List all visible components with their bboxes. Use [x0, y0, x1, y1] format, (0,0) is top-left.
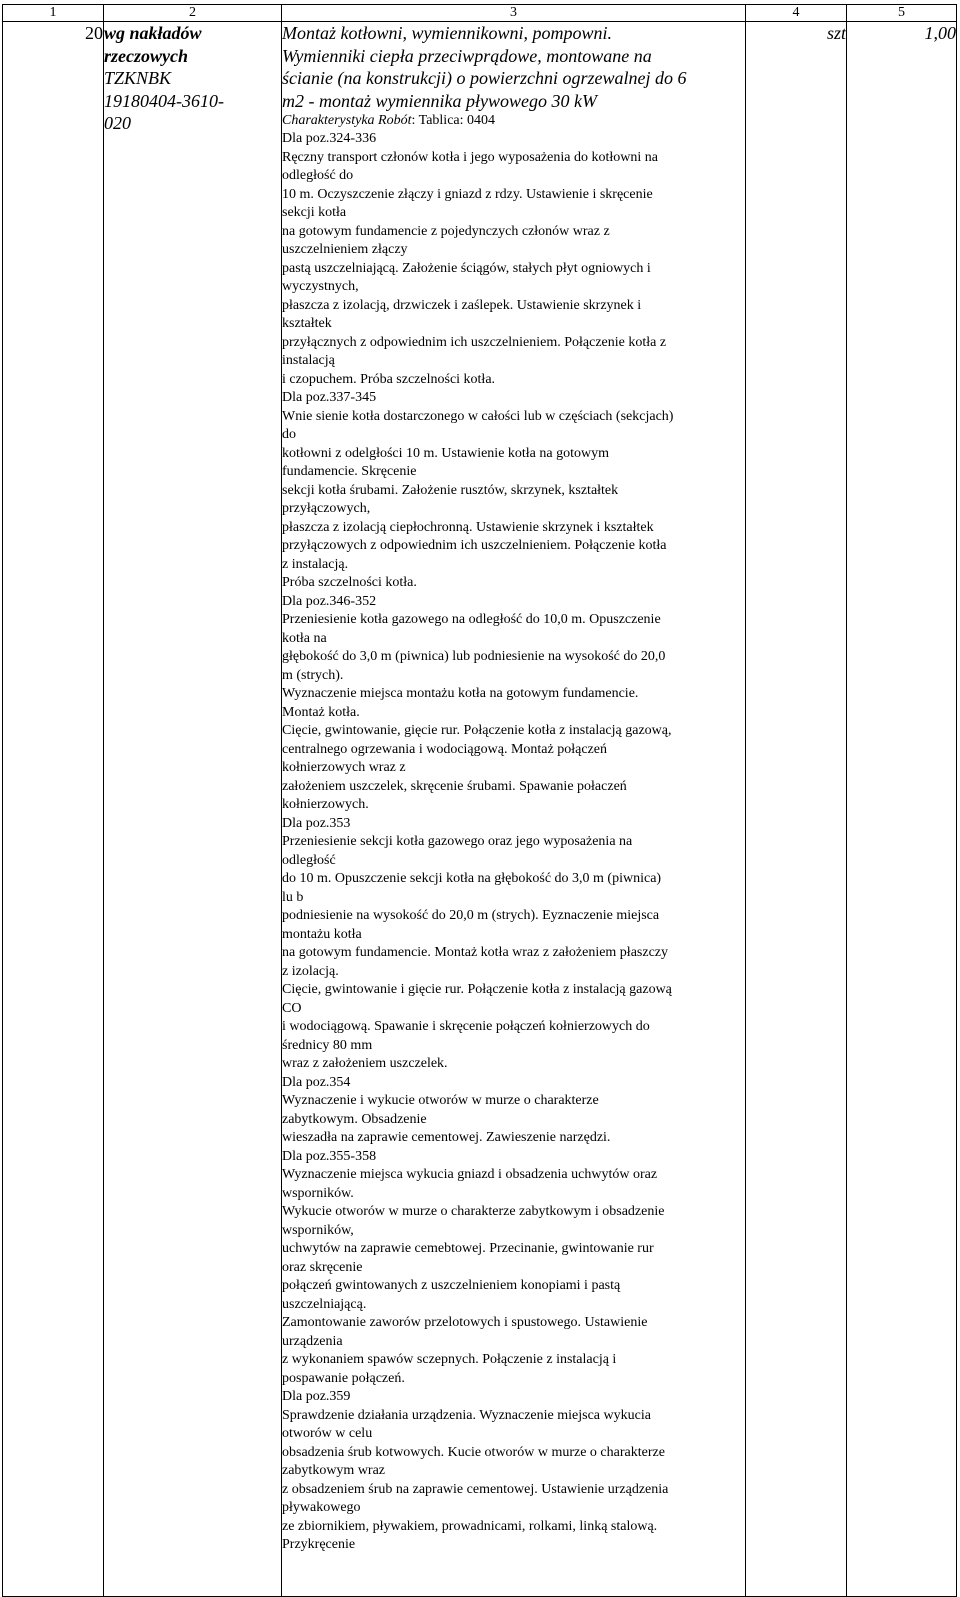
basis-cell	[104, 22, 282, 1597]
description-line: z obsadzeniem śrub na zaprawie cementowej. Ustawienie urządzenia	[282, 1481, 669, 1497]
description-line: z wykonaniem spawów sczepnych. Połączenie z instalacją i	[282, 1352, 617, 1367]
characteristics-value: : Tablica: 0404	[411, 113, 496, 128]
description-line: lu b	[282, 889, 304, 905]
description-line: Dla poz.353	[282, 815, 351, 831]
description-line: z izolacją.	[282, 963, 339, 979]
description-line: z instalacją.	[282, 556, 349, 572]
work-description	[282, 130, 745, 1555]
description-line: podniesienie na wysokość do 20,0 m (strych). Eyznaczenie miejsca	[282, 908, 660, 923]
description-line: oraz skręcenie	[282, 1259, 363, 1275]
description-line: Wykucie otworów w murze o charakterze zabytkowym i obsadzenie	[282, 1204, 665, 1219]
description-line: Przeniesienie kotła gazowego na odległość do 10,0 m. Opuszczenie	[282, 612, 661, 627]
work-title	[282, 22, 745, 112]
description-line: Wyznaczenie miejsca wykucia gniazd i obsadzenia uchwytów oraz	[282, 1167, 658, 1182]
description-line: Dla poz.346-352	[282, 593, 377, 609]
quantity-cell: 1,00	[847, 22, 957, 1597]
description-line: Cięcie, gwintowanie, gięcie rur. Połączenie kotła z instalacją gazową,	[282, 723, 672, 738]
column-number-5: 5	[847, 5, 957, 22]
description-line: kotła na	[282, 630, 327, 646]
description-line: głębokość do 3,0 m (piwnica) lub podniesienie na wysokość do 20,0	[282, 649, 666, 664]
description-line: pospawanie połączeń.	[282, 1370, 405, 1386]
column-number-2: 2	[104, 5, 282, 22]
description-line: płaszcza z izolacją, drzwiczek i zaślepek. Ustawienie skrzynek i	[282, 297, 642, 313]
description-line: przyłączowych,	[282, 501, 371, 516]
description-line: Dla poz.355-358	[282, 1148, 377, 1164]
table-row	[3, 22, 957, 1597]
description-line: Wyznaczenie miejsca montażu kotła na gotowym fundamencie.	[282, 686, 639, 701]
description-line: instalacją	[282, 353, 335, 368]
description-line: Sprawdzenie działania urządzenia. Wyznaczenie miejsca wykucia	[282, 1407, 651, 1423]
description-line: kołnierzowych.	[282, 797, 369, 812]
description-line: kotłowni z odelgłości 10 m. Ustawienie kotła na gotowym	[282, 445, 610, 461]
description-line: sekcji kotła	[282, 205, 347, 220]
description-line: wyczystnych,	[282, 279, 359, 294]
description-line: ze zbiornikiem, pływakiem, prowadnicami, rolkami, linką stalową.	[282, 1518, 658, 1534]
description-line: założeniem uszczelek, skręcenie śrubami. Spawanie połaczeń	[282, 778, 627, 794]
basis-code-line: 19180404-3610-	[104, 90, 224, 111]
column-number-4: 4	[746, 5, 847, 22]
description-line: Montaż kotła.	[282, 704, 360, 720]
description-line: pastą uszczelniającą. Założenie ściągów, stałych płyt ogniowych i	[282, 260, 651, 276]
description-line: wsporników.	[282, 1185, 354, 1201]
description-line: zabytkowym wraz	[282, 1463, 386, 1478]
description-line: wsporników,	[282, 1222, 354, 1238]
description-line: Cięcie, gwintowanie i gięcie rur. Połączenie kotła z instalacją gazową	[282, 982, 672, 997]
description-line: Dla poz.337-345	[282, 390, 377, 405]
description-cell	[282, 22, 746, 1597]
title-line: ścianie (na konstrukcji) o powierzchni ogrzewalnej do 6	[282, 68, 687, 88]
basis-code-line: 020	[104, 113, 131, 133]
description-line: zabytkowym. Obsadzenie	[282, 1111, 427, 1127]
work-characteristics	[282, 112, 745, 130]
description-line: urządzenia	[282, 1333, 343, 1349]
description-line: odległość	[282, 852, 336, 868]
position-number: 20	[3, 22, 104, 1597]
description-line: na gotowym fundamencie. Montaż kotła wraz z założeniem płaszczy	[282, 945, 669, 960]
description-line: kołnierzowych wraz z	[282, 760, 406, 775]
description-line: Wnie sienie kotła dostarczonego w całości lub w częściach (sekcjach)	[282, 408, 674, 424]
title-line: Wymienniki ciepła przeciwprądowe, montowane na	[282, 45, 652, 66]
basis-line: rzeczowych	[104, 45, 188, 66]
description-line: montażu kotła	[282, 926, 362, 942]
column-number-1: 1	[3, 5, 104, 22]
description-line: do	[282, 427, 296, 442]
description-line: fundamencie. Skręcenie	[282, 464, 417, 479]
unit-cell: szt	[746, 22, 847, 1597]
description-line: przyłącznych z odpowiednim ich uszczelnieniem. Połączenie kotła z	[282, 334, 667, 350]
description-line: i czopuchem. Próba szczelności kotła.	[282, 371, 496, 387]
description-line: wieszadła na zaprawie cementowej. Zawieszenie narzędzi.	[282, 1130, 611, 1145]
description-line: Próba szczelności kotła.	[282, 575, 417, 590]
description-line: wraz z założeniem uszczelek.	[282, 1056, 448, 1071]
description-line: Przykręcenie	[282, 1537, 356, 1552]
description-line: Wyznaczenie i wykucie otworów w murze o charakterze	[282, 1093, 599, 1108]
description-line: kształtek	[282, 316, 332, 331]
description-line: 10 m. Oczyszczenie złączy i gniazd z rdzy. Ustawienie i skręcenie	[282, 186, 653, 202]
cost-estimate-table	[2, 4, 957, 1597]
basis-line: wg nakładów	[104, 23, 202, 43]
description-line: i wodociągową. Spawanie i skręcenie połączeń kołnierzowych do	[282, 1019, 650, 1034]
description-line: płaszcza z izolacją ciepłochronną. Ustawienie skrzynek i kształtek	[282, 519, 654, 535]
column-number-row	[3, 5, 957, 22]
title-line: Montaż kotłowni, wymiennikowni, pompowni.	[282, 23, 612, 43]
column-number-3: 3	[282, 5, 746, 22]
description-line: CO	[282, 1000, 302, 1016]
description-line: średnicy 80 mm	[282, 1037, 373, 1053]
description-line: uszczelnieniem złączy	[282, 242, 408, 257]
description-line: Dla poz.324-336	[282, 131, 377, 146]
description-line: Ręczny transport członów kotła i jego wyposażenia do kotłowni na	[282, 149, 658, 165]
description-line: m (strych).	[282, 667, 344, 683]
description-line: uszczelniającą.	[282, 1296, 367, 1312]
description-line: Dla poz.359	[282, 1389, 351, 1404]
characteristics-label: Charakterystyka Robót	[282, 113, 412, 128]
description-line: odległość do	[282, 168, 354, 183]
description-line: otworów w celu	[282, 1426, 373, 1441]
basis-code-line: TZKNBK	[104, 68, 172, 88]
title-line: m2 - montaż wymiennika pływowego 30 kW	[282, 90, 597, 111]
description-line: pływakowego	[282, 1500, 361, 1515]
description-line: sekcji kotła śrubami. Założenie rusztów, skrzynek, kształtek	[282, 482, 619, 498]
description-line: centralnego ogrzewania i wodociągową. Montaż połączeń	[282, 741, 607, 757]
description-line: uchwytów na zaprawie cemebtowej. Przecinanie, gwintowanie rur	[282, 1241, 654, 1256]
description-line: Zamontowanie zaworów przelotowych i spustowego. Ustawienie	[282, 1315, 648, 1330]
description-line: obsadzenia śrub kotwowych. Kucie otworów w murze o charakterze	[282, 1444, 665, 1460]
description-line: na gotowym fundamencie z pojedynczych członów wraz z	[282, 223, 610, 239]
description-line: przyłączowych z odpowiednim ich uszczelnieniem. Połączenie kotła	[282, 538, 667, 553]
description-line: połączeń gwintowanych z uszczelnieniem konopiami i pastą	[282, 1278, 621, 1293]
description-line: do 10 m. Opuszczenie sekcji kotła na głębokość do 3,0 m (piwnica)	[282, 871, 662, 886]
description-line: Dla poz.354	[282, 1074, 351, 1090]
description-line: Przeniesienie sekcji kotła gazowego oraz jego wyposażenia na	[282, 834, 633, 849]
